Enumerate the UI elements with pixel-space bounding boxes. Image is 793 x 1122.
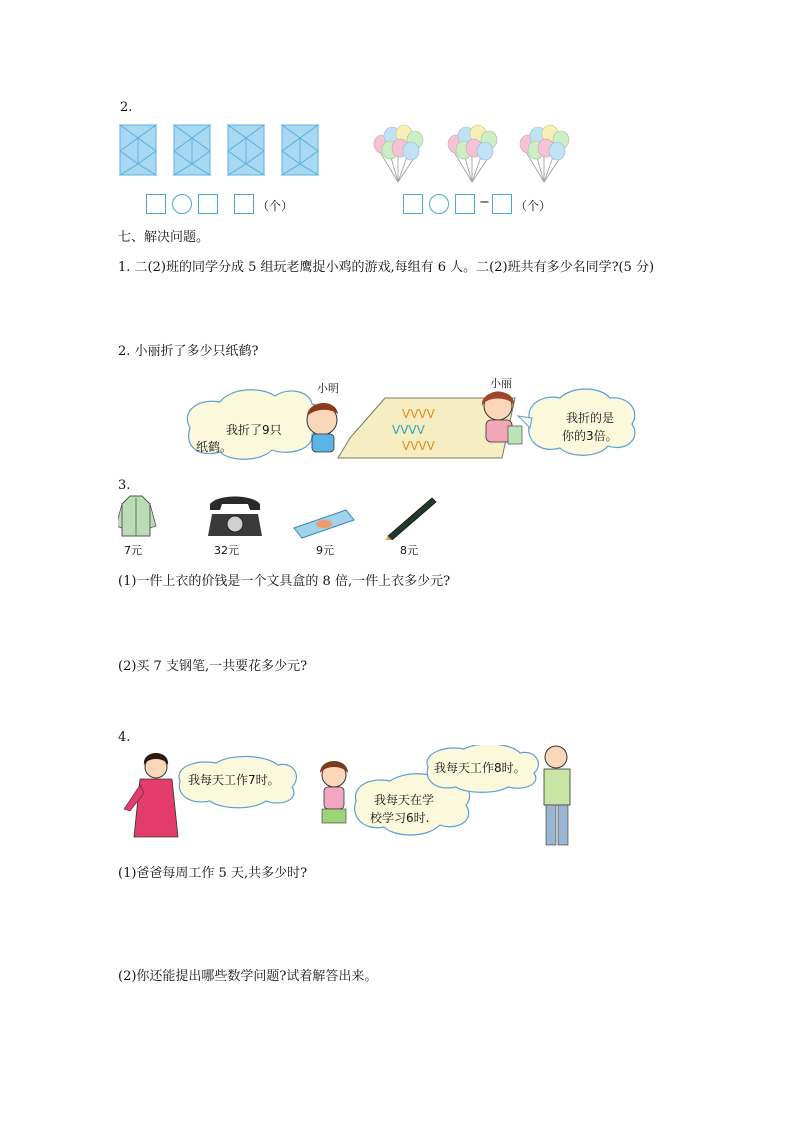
- operator-circle[interactable]: [172, 194, 192, 214]
- boy-name-label: 小明: [317, 382, 339, 395]
- balloon-bunch-2: [448, 125, 497, 182]
- triangle-shape-3: [228, 125, 264, 175]
- triangle-shape-1: [120, 125, 156, 175]
- svg-text:ⅤⅤⅤⅤ: ⅤⅤⅤⅤ: [402, 439, 435, 453]
- girl-name-label: 小丽: [490, 377, 512, 390]
- pencil-case-icon: [294, 510, 354, 538]
- balloon-bunch-3: [520, 125, 569, 182]
- triangle-shape-4: [282, 125, 318, 175]
- answer-box[interactable]: [234, 194, 254, 214]
- girl-student-bubble-line2: 校学习6时.: [370, 811, 430, 825]
- answer-box[interactable]: [403, 194, 423, 214]
- answer-box[interactable]: [492, 194, 512, 214]
- price-label: 9元: [316, 544, 334, 557]
- answer-box[interactable]: [198, 194, 218, 214]
- boy-bubble-line1: 我折了9只: [226, 423, 282, 437]
- balloon-bunch-1: [374, 125, 423, 182]
- girl-bubble-line1: 我折的是: [566, 411, 615, 425]
- mom-bubble-text: 我每天工作7时。: [188, 773, 280, 787]
- problem-2-text: 2. 小丽折了多少只纸鹤?: [118, 344, 259, 359]
- triangle-shape-2: [174, 125, 210, 175]
- girl-student-avatar: [320, 761, 348, 823]
- mom-avatar: [124, 753, 178, 837]
- boy-bubble-line2: 纸鹤。: [196, 440, 233, 454]
- svg-text:ⅤⅤⅤⅤ: ⅤⅤⅤⅤ: [402, 407, 435, 421]
- triangle-shapes-group: [118, 124, 336, 176]
- balloon-bunches-group: [368, 124, 588, 186]
- jacket-icon: [118, 496, 156, 536]
- fountain-pen-icon: [384, 498, 436, 540]
- price-label: 8元: [400, 544, 418, 557]
- svg-text:ⅤⅤⅤⅤ: ⅤⅤⅤⅤ: [392, 423, 425, 437]
- operator-circle[interactable]: [429, 194, 449, 214]
- problem-1-text: 1. 二(2)班的同学分成 5 组玩老鹰捉小鸡的游戏,每组有 6 人。二(2)班共有多少名同学?(5 分): [118, 260, 655, 275]
- girl-student-bubble-line1: 我每天在学: [374, 793, 435, 807]
- problem-4-number: 4.: [118, 730, 131, 745]
- minus-sign: −: [479, 195, 490, 210]
- answer-box[interactable]: [455, 194, 475, 214]
- price-label: 32元: [214, 544, 239, 557]
- problem-4-question-2: (2)你还能提出哪些数学问题?试着解答出来。: [118, 969, 378, 984]
- dad-avatar: [544, 746, 570, 845]
- unit-label: （个）: [515, 199, 552, 213]
- problem-3-question-2: (2)买 7 支钢笔,一共要花多少元?: [118, 659, 308, 674]
- items-illustration: [118, 492, 448, 540]
- boy-avatar: [307, 403, 338, 452]
- girl-bubble-line2: 你的3倍。: [562, 429, 618, 443]
- problem-3-number: 3.: [118, 478, 131, 493]
- section-title: 七、解决问题。: [118, 230, 210, 245]
- problem-4-question-1: (1)爸爸每周工作 5 天,共多少时?: [118, 866, 308, 881]
- q2-number: 2.: [120, 100, 133, 115]
- problem-3-question-1: (1)一件上衣的价钱是一个文具盒的 8 倍,一件上衣多少元?: [118, 574, 451, 589]
- telephone-icon: [208, 497, 262, 537]
- price-label: 7元: [124, 544, 142, 557]
- dad-bubble-text: 我每天工作8时。: [434, 761, 526, 775]
- answer-box[interactable]: [146, 194, 166, 214]
- unit-label: （个）: [257, 199, 294, 213]
